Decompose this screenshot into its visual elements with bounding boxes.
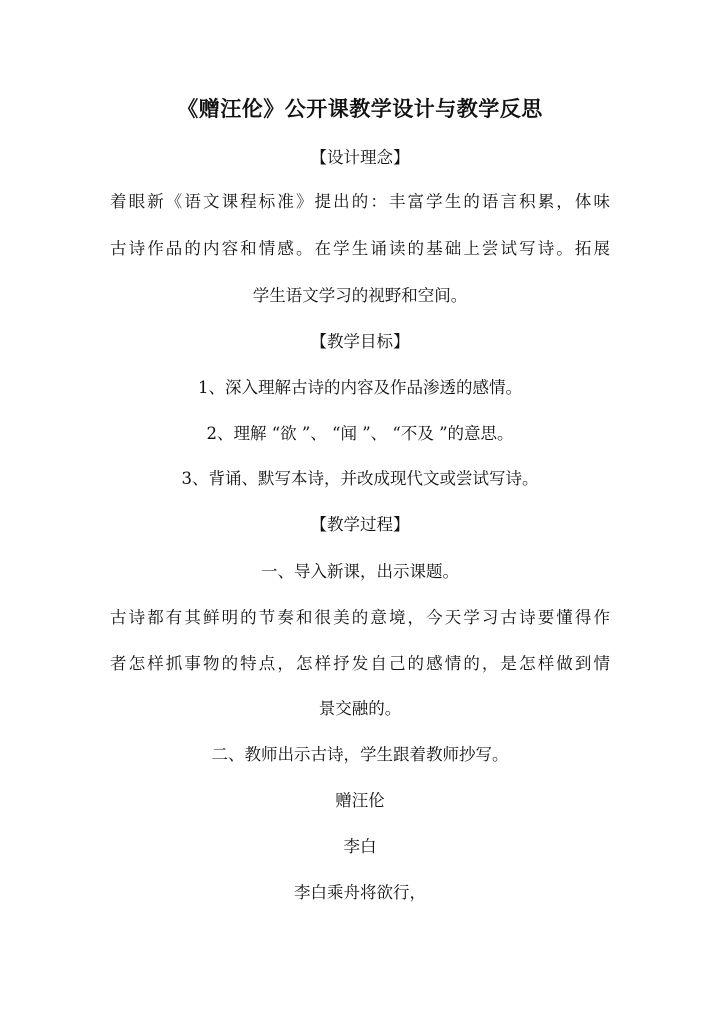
step-heading: 一、导入新课，出示课题。: [261, 562, 459, 581]
paragraph-line: 着眼新《语文课程标准》提出的：丰富学生的语言积累，体味: [110, 192, 610, 211]
poem-author: 李白: [343, 837, 377, 856]
paragraph-line: 学生语文学习的视野和空间。: [252, 286, 468, 305]
paragraph-line: 古诗作品的内容和情感。在学生诵读的基础上尝试写诗。拓展: [110, 239, 610, 258]
poem-title: 赠汪伦: [335, 791, 385, 810]
poem-line: 李白乘舟将欲行，: [294, 883, 426, 902]
document-title: 《赠汪伦》公开课教学设计与教学反思: [177, 96, 543, 121]
section-heading-design: 【设计理念】: [310, 148, 410, 167]
goal-item: 2、理解 “欲 ”、 “闻 ”、 “不及 ”的意思。: [206, 424, 514, 443]
paragraph-line: 者怎样抓事物的特点，怎样抒发自己的感情的，是怎样做到情: [110, 654, 610, 673]
paragraph-line: 景交融的。: [318, 699, 402, 718]
section-heading-goals: 【教学目标】: [310, 332, 410, 351]
section-heading-process: 【教学过程】: [310, 515, 410, 534]
goal-item: 3、背诵、默写本诗，并改成现代文或尝试写诗。: [181, 469, 539, 488]
paragraph-line: 古诗都有其鲜明的节奏和很美的意境，今天学习古诗要懂得作: [110, 608, 610, 627]
step-heading: 二、教师出示古诗，学生跟着教师抄写。: [211, 745, 509, 764]
goal-item: 1、深入理解古诗的内容及作品渗透的感情。: [198, 378, 522, 397]
